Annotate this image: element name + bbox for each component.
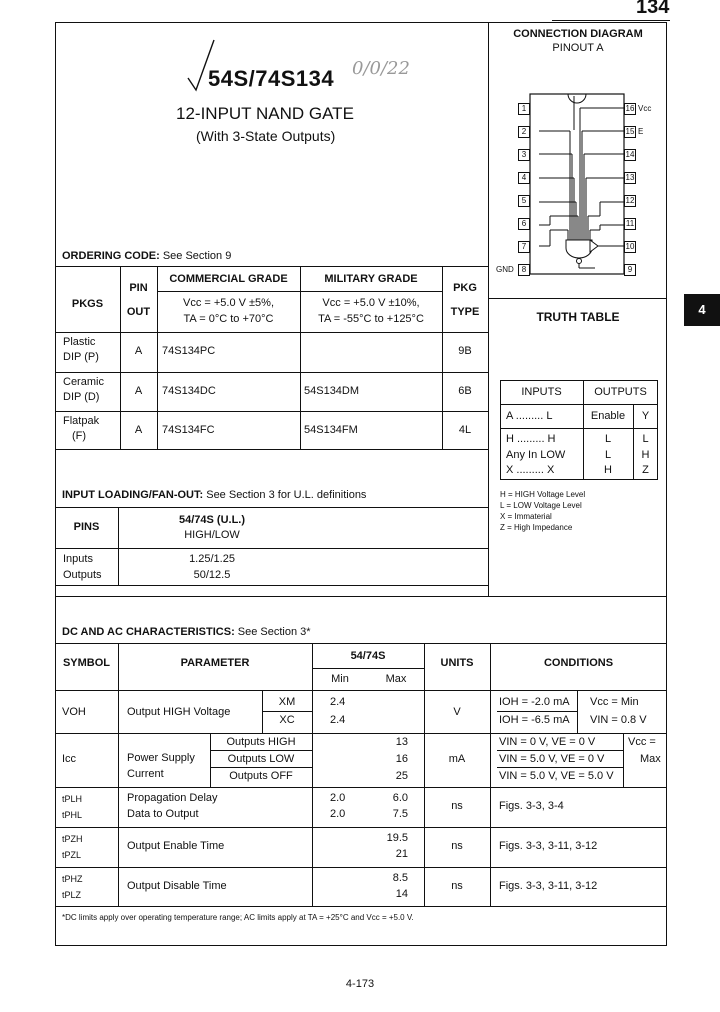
icc-condition-max: Max — [640, 753, 661, 765]
icc-condition-1: VIN = 0 V, VE = 0 V — [499, 736, 596, 748]
voh-parameter: Output HIGH Voltage — [127, 706, 231, 718]
truth-row-a: H ......... H — [506, 433, 556, 445]
truth-legend: X = Immaterial — [500, 512, 552, 521]
vcc-pin-label: Vcc — [638, 104, 652, 113]
header-rule — [552, 20, 670, 21]
icc-condition-2: VIN = 5.0 V, VE = 0 V — [499, 753, 605, 765]
enable-time-units: ns — [451, 840, 463, 852]
pin-7: 7 — [518, 241, 530, 253]
ordering-commercial: 74S134FC — [162, 424, 215, 436]
tplh-symbol: tPLH — [62, 794, 83, 804]
pin-12: 12 — [625, 196, 635, 205]
ordering-header-military: MILITARY GRADE — [324, 273, 418, 285]
pin-2: 2 — [518, 126, 530, 138]
pin-8: 8 — [518, 264, 530, 276]
ordering-header-pin: PIN — [129, 282, 148, 294]
pin-13: 13 — [625, 173, 635, 182]
tphl-min: 2.0 — [330, 808, 346, 820]
enable-time-conditions: Figs. 3-3, 3-11, 3-12 — [499, 840, 598, 852]
loading-pin: Inputs — [63, 553, 93, 565]
dc-ac-footnote: *DC limits apply over operating temperature range; AC limits apply at TA = +25°C and Vcc = +5.0 V. — [62, 913, 414, 922]
icc-outputs-off: Outputs OFF — [229, 770, 293, 782]
ordering-pin: A — [134, 424, 143, 436]
icc-parameter-1: Power Supply — [127, 752, 195, 764]
truth-row-a: Any In LOW — [506, 449, 566, 461]
ordering-heading: ORDERING CODE: See Section 9 — [62, 250, 232, 262]
dc-header-conditions: CONDITIONS — [543, 657, 614, 669]
ordering-pkg: Ceramic — [63, 376, 104, 388]
voh-condition-xc: IOH = -6.5 mA — [499, 714, 570, 726]
pin-5: 5 — [518, 195, 530, 207]
icc-units: mA — [448, 753, 466, 765]
voh-units: V — [453, 706, 461, 718]
propagation-conditions: Figs. 3-3, 3-4 — [499, 800, 564, 812]
truth-sub-enable: Enable — [590, 410, 626, 422]
footer-page-number: 4-173 — [345, 978, 375, 990]
truth-row-y: L — [642, 433, 649, 445]
dc-header-min: Min — [331, 673, 349, 685]
connection-diagram-subtitle: PINOUT A — [552, 42, 604, 54]
loading-header-highlow: HIGH/LOW — [184, 529, 240, 541]
commercial-condition-2: TA = 0°C to +70°C — [183, 313, 274, 325]
tpzh-symbol: tPZH — [62, 834, 83, 844]
loading-header-ul: 54/74S (U.L.) — [178, 514, 246, 526]
voh-condition-vcc: Vcc = Min — [590, 696, 639, 708]
voh-symbol: VOH — [62, 706, 86, 718]
pin-3: 3 — [518, 149, 530, 161]
dc-header-max: Max — [385, 673, 407, 685]
ordering-header-out: OUT — [126, 306, 151, 318]
pin-1: 1 — [518, 103, 530, 115]
truth-header-outputs: OUTPUTS — [594, 386, 647, 398]
disable-time-units: ns — [451, 880, 463, 892]
handwritten-note: 0/0/22 — [352, 58, 410, 79]
ordering-type: 4L — [458, 424, 472, 436]
tplz-max: 14 — [395, 888, 408, 900]
pin-16: 16 — [625, 104, 635, 113]
section-tab[interactable]: 4 — [684, 294, 720, 326]
icc-outputs-low: Outputs LOW — [227, 753, 295, 765]
truth-row-e: L — [604, 449, 612, 461]
truth-row-e: L — [604, 433, 612, 445]
ordering-type: 9B — [458, 345, 472, 357]
pin-6: 6 — [518, 218, 530, 230]
tplh-max: 6.0 — [392, 792, 408, 804]
icc-condition-3: VIN = 5.0 V, VE = 5.0 V — [499, 770, 614, 782]
ordering-header-pkgs: PKGS — [71, 298, 104, 310]
truth-legend: H = HIGH Voltage Level — [500, 490, 586, 499]
ordering-pkg: Plastic — [63, 336, 96, 348]
enable-time-parameter: Output Enable Time — [127, 840, 225, 852]
icc-parameter-2: Current — [127, 768, 164, 780]
disable-time-parameter: Output Disable Time — [127, 880, 227, 892]
voh-condition-vin: VIN = 0.8 V — [590, 714, 647, 726]
pin-14: 14 — [625, 150, 635, 159]
tpzl-max: 21 — [395, 848, 408, 860]
icc-max-high: 13 — [395, 736, 408, 748]
truth-row-y: H — [641, 449, 650, 461]
ordering-header-pkg: PKG — [453, 282, 477, 294]
truth-legend: Z = High Impedance — [500, 523, 573, 532]
voh-xm: XM — [278, 696, 296, 708]
voh-condition-xm: IOH = -2.0 mA — [499, 696, 570, 708]
tplz-symbol: tPLZ — [62, 890, 82, 900]
tphl-max: 7.5 — [392, 808, 408, 820]
truth-row-e: H — [604, 464, 612, 476]
voh-min-xm: 2.4 — [330, 696, 346, 708]
pin-15: 15 — [625, 127, 635, 136]
connection-diagram-title: CONNECTION DIAGRAM — [513, 28, 643, 40]
ordering-header-commercial: COMMERCIAL GRADE — [169, 273, 288, 285]
ordering-type: 6B — [458, 385, 472, 397]
icc-max-off: 25 — [395, 770, 408, 782]
propagation-parameter-1: Propagation Delay — [127, 792, 218, 804]
disable-time-conditions: Figs. 3-3, 3-11, 3-12 — [499, 880, 598, 892]
ordering-military: 54S134DM — [304, 385, 360, 397]
ordering-pkg: Flatpak — [63, 415, 100, 427]
loading-value: 50/12.5 — [193, 569, 231, 581]
loading-header-pins: PINS — [73, 521, 100, 533]
truth-row-a: X ......... X — [506, 464, 555, 476]
ordering-pin: A — [134, 345, 143, 357]
truth-row-y: Z — [642, 464, 649, 476]
commercial-condition-1: Vcc = +5.0 V ±5%, — [182, 297, 275, 309]
tpzl-symbol: tPZL — [62, 850, 82, 860]
truth-sub-a: A ......... L — [506, 410, 553, 422]
ordering-pin: A — [134, 385, 143, 397]
chip-body — [510, 90, 650, 286]
loading-heading: INPUT LOADING/FAN-OUT: See Section 3 for U.L. definitions — [62, 489, 367, 501]
pin-11: 11 — [625, 219, 635, 228]
icc-max-low: 16 — [395, 753, 408, 765]
ordering-pkg-code: DIP (D) — [63, 391, 100, 403]
icc-condition-vcc: Vcc = — [628, 736, 656, 748]
propagation-units: ns — [451, 800, 463, 812]
dc-header-parameter: PARAMETER — [180, 657, 250, 669]
ordering-commercial: 74S134PC — [162, 345, 216, 357]
tplh-min: 2.0 — [330, 792, 346, 804]
military-condition-2: TA = -55°C to +125°C — [318, 313, 424, 325]
truth-legend: L = LOW Voltage Level — [500, 501, 582, 510]
dc-header-units: UNITS — [440, 657, 474, 669]
tphz-max: 8.5 — [392, 872, 408, 884]
truth-sub-y: Y — [641, 410, 650, 422]
enable-pin-label: E — [638, 127, 644, 136]
pin-9: 9 — [624, 264, 636, 276]
right-column-split — [488, 298, 667, 299]
right-column-divider — [488, 22, 489, 596]
ordering-header-type: TYPE — [450, 306, 480, 318]
tpzh-max: 19.5 — [386, 832, 408, 844]
voh-min-xc: 2.4 — [330, 714, 346, 726]
pin-10: 10 — [625, 242, 635, 251]
page-number-top: 134 — [636, 0, 670, 18]
device-title: 12-INPUT NAND GATE — [176, 104, 354, 123]
ordering-pkg-code: DIP (P) — [63, 351, 99, 363]
icc-outputs-high: Outputs HIGH — [226, 736, 296, 748]
tphl-symbol: tPHL — [62, 810, 83, 820]
voh-xc: XC — [279, 714, 295, 726]
truth-header-inputs: INPUTS — [521, 386, 562, 398]
ordering-commercial: 74S134DC — [162, 385, 216, 397]
device-subtitle: (With 3-State Outputs) — [196, 128, 336, 144]
pin-4: 4 — [518, 172, 530, 184]
truth-table-title: TRUTH TABLE — [536, 310, 620, 324]
gnd-pin-label: GND — [496, 265, 514, 274]
section-divider — [55, 596, 667, 597]
ordering-pkg-code: (F) — [72, 430, 87, 442]
dc-header-family: 54/74S — [350, 650, 386, 662]
part-number: 54S/74S134 — [208, 66, 335, 91]
icc-symbol: Icc — [62, 753, 77, 765]
tphz-symbol: tPHZ — [62, 874, 83, 884]
dc-header-symbol: SYMBOL — [62, 657, 111, 669]
dc-ac-heading: DC AND AC CHARACTERISTICS: See Section 3* — [62, 626, 311, 638]
propagation-parameter-2: Data to Output — [127, 808, 199, 820]
loading-pin: Outputs — [63, 569, 102, 581]
military-condition-1: Vcc = +5.0 V ±10%, — [322, 297, 420, 309]
ordering-military: 54S134FM — [304, 424, 358, 436]
loading-value: 1.25/1.25 — [189, 553, 235, 565]
